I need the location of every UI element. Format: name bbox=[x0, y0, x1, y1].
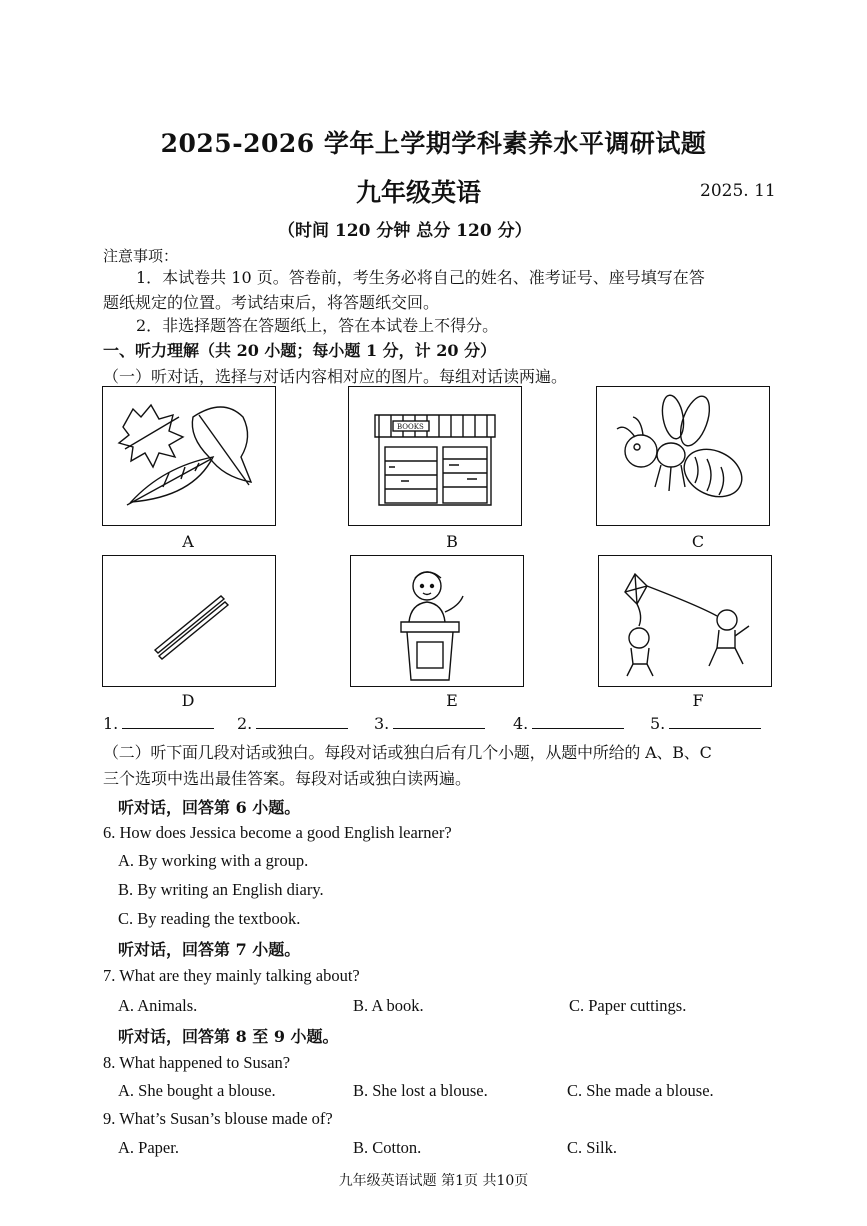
picture-label-c: C bbox=[691, 532, 705, 551]
speaker-icon bbox=[351, 556, 523, 686]
blank-number: 5. bbox=[650, 714, 666, 733]
picture-label-a: A bbox=[182, 532, 194, 551]
q8-option-a[interactable]: A. She bought a blouse. bbox=[118, 1081, 276, 1100]
note-line-1b: 题纸规定的位置。考试结束后，将答题纸交回。 bbox=[103, 293, 440, 312]
kite-kids-icon bbox=[599, 556, 771, 686]
question-8: 8. What happened to Susan? bbox=[103, 1053, 291, 1072]
time-score-info: （时间 120 分钟 总分 120 分） bbox=[278, 221, 532, 241]
picture-label-d: D bbox=[181, 691, 195, 710]
bee-icon bbox=[597, 387, 769, 525]
picture-e bbox=[350, 555, 524, 687]
q7-option-c[interactable]: C. Paper cuttings. bbox=[569, 996, 687, 1015]
picture-d bbox=[102, 555, 276, 687]
svg-text:BOOKS: BOOKS bbox=[397, 423, 424, 431]
note-line-1: 1．本试卷共 10 页。答卷前，考生务必将自己的姓名、准考证号、座号填写在答 bbox=[136, 268, 705, 287]
exam-title: 2025-2026 学年上学期学科素养水平调研试题 bbox=[160, 129, 707, 158]
picture-b bbox=[348, 386, 522, 526]
part1-instruction: （一）听对话，选择与对话内容相对应的图片。每组对话读两遍。 bbox=[103, 367, 568, 386]
note-line-2: 2．非选择题答在答题纸上，答在本试卷上不得分。 bbox=[136, 316, 499, 335]
picture-label-e: E bbox=[446, 691, 458, 710]
blank-number: 2. bbox=[237, 714, 253, 733]
q8-option-c[interactable]: C. She made a blouse. bbox=[567, 1081, 714, 1100]
notes-heading: 注意事项： bbox=[103, 247, 179, 265]
exam-date: 2025. 11 bbox=[700, 181, 776, 201]
q6-option-c[interactable]: C. By reading the textbook. bbox=[118, 909, 301, 928]
page-footer: 九年级英语试题 第1页 共10页 bbox=[338, 1173, 529, 1189]
q7-option-b[interactable]: B. A book. bbox=[353, 996, 424, 1015]
part2-instruction-b: 三个选项中选出最佳答案。每段对话或独白读两遍。 bbox=[103, 769, 472, 788]
question-9: 9. What’s Susan’s blouse made of? bbox=[103, 1109, 333, 1128]
blank-number: 1. bbox=[103, 714, 119, 733]
group-heading-2: 听对话，回答第 7 小题。 bbox=[118, 940, 301, 959]
question-6: 6. How does Jessica become a good English learner? bbox=[103, 823, 452, 842]
section-heading: 一、听力理解（共 20 小题；每小题 1 分，计 20 分） bbox=[103, 341, 497, 360]
q7-option-a[interactable]: A. Animals. bbox=[118, 996, 198, 1015]
answer-blank-4[interactable] bbox=[513, 714, 624, 733]
bookstore-icon bbox=[349, 387, 521, 525]
picture-a bbox=[102, 386, 276, 526]
group-heading-1: 听对话，回答第 6 小题。 bbox=[118, 798, 301, 817]
q6-option-a[interactable]: A. By working with a group. bbox=[118, 851, 309, 870]
blank-number: 3. bbox=[374, 714, 390, 733]
leaves-icon bbox=[103, 387, 275, 525]
q9-option-a[interactable]: A. Paper. bbox=[118, 1138, 179, 1157]
chopsticks-icon bbox=[103, 556, 275, 686]
q9-option-b[interactable]: B. Cotton. bbox=[353, 1138, 422, 1157]
answer-blank-1[interactable] bbox=[103, 714, 214, 733]
part2-instruction-a: （二）听下面几段对话或独白。每段对话或独白后有几个小题，从题中所给的 A、B、C bbox=[103, 743, 712, 762]
blank-number: 4. bbox=[513, 714, 529, 733]
picture-label-f: F bbox=[692, 691, 704, 710]
q9-option-c[interactable]: C. Silk. bbox=[567, 1138, 617, 1157]
picture-label-b: B bbox=[446, 532, 458, 551]
answer-blank-3[interactable] bbox=[374, 714, 485, 733]
picture-f bbox=[598, 555, 772, 687]
group-heading-3: 听对话，回答第 8 至 9 小题。 bbox=[118, 1027, 339, 1046]
q6-option-b[interactable]: B. By writing an English diary. bbox=[118, 880, 324, 899]
answer-blank-5[interactable] bbox=[650, 714, 761, 733]
picture-c bbox=[596, 386, 770, 526]
q8-option-b[interactable]: B. She lost a blouse. bbox=[353, 1081, 488, 1100]
answer-blank-2[interactable] bbox=[237, 714, 348, 733]
subject-title: 九年级英语 bbox=[356, 178, 482, 207]
question-7: 7. What are they mainly talking about? bbox=[103, 966, 360, 985]
